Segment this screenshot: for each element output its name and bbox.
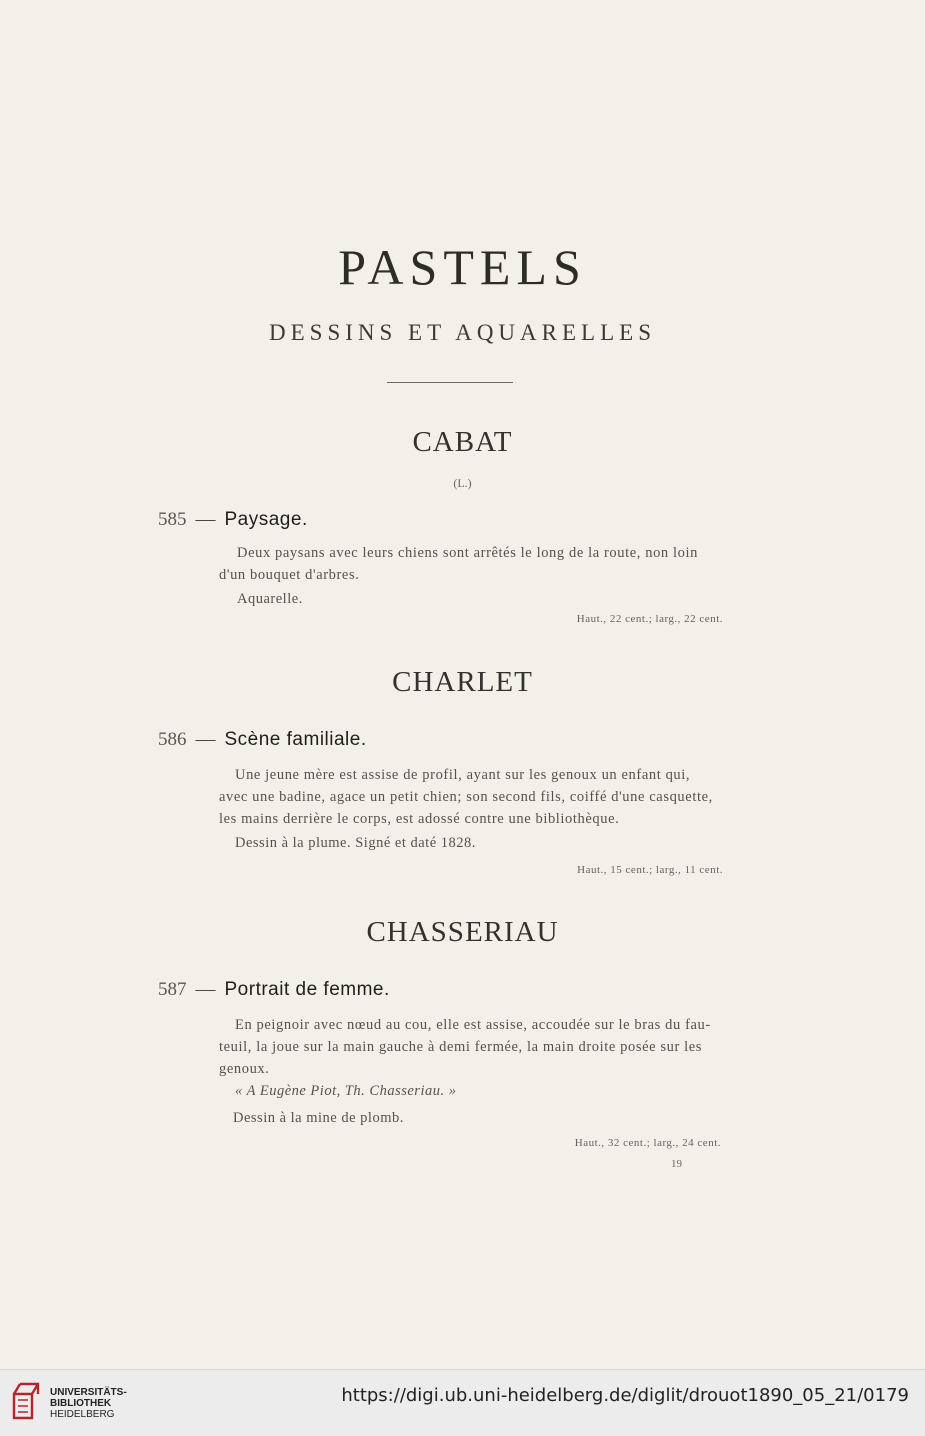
lot-dash: — [195, 978, 216, 1000]
lot-title: Portrait de femme. [224, 979, 390, 1000]
page-subtitle: DESSINS ET AQUARELLES [269, 320, 656, 345]
lot-number: 587 [158, 979, 187, 1000]
library-name-line: UNIVERSITÄTS- [50, 1387, 127, 1398]
lot-dimensions: Haut., 22 cent.; larg., 22 cent. [576, 613, 723, 625]
university-library-logo [10, 1380, 46, 1422]
page-number: 19 [671, 1158, 682, 1170]
description-line: Une jeune mère est assise de profil, ayant sur les genoux un enfant qui, [235, 767, 691, 783]
viewer-footer [0, 1369, 925, 1436]
lot-dimensions: Haut., 15 cent.; larg., 11 cent. [577, 864, 723, 876]
lot-heading-585 [158, 508, 308, 531]
description-line: Deux paysans avec leurs chiens sont arrêtés le long de la route, non loin [237, 545, 698, 561]
lot-title: Paysage. [224, 509, 308, 530]
artist-heading-charlet: CHARLET [392, 666, 533, 698]
description-line: teuil, la joue sur la main gauche à demi fermée, la main droite posée sur les [219, 1039, 703, 1055]
lot-medium: Dessin à la plume. Signé et daté 1828. [235, 835, 476, 851]
lot-title: Scène familiale. [224, 729, 367, 750]
description-line: avec une badine, agace un petit chien; son second fils, coiffé d'une casquette, [219, 789, 713, 805]
lot-description [219, 1014, 759, 1080]
library-name-line: BIBLIOTHEK [50, 1398, 112, 1409]
lot-number: 586 [158, 729, 187, 750]
lot-description [219, 764, 759, 830]
description-line: d'un bouquet d'arbres. [219, 567, 360, 583]
permalink-url[interactable]: https://digi.ub.uni-heidelberg.de/diglit/drouot1890_05_21/0179 [341, 1385, 909, 1406]
artist-heading-cabat: CABAT [412, 426, 513, 458]
lot-heading-587 [158, 978, 390, 1001]
description-line: En peignoir avec nœud au cou, elle est assise, accoudée sur le bras du fau- [235, 1017, 711, 1033]
title-divider [387, 382, 513, 383]
description-line: les mains derrière le corps, est adossé contre une bibliothèque. [219, 811, 620, 827]
lot-dash: — [195, 728, 216, 750]
lot-inscription: « A Eugène Piot, Th. Chasseriau. » [235, 1083, 457, 1099]
artist-initial: (L.) [453, 476, 472, 490]
lot-medium: Dessin à la mine de plomb. [233, 1110, 404, 1126]
lot-dash: — [195, 508, 216, 530]
page-title: PASTELS [338, 239, 587, 295]
lot-number: 585 [158, 509, 187, 530]
description-line: genoux. [219, 1061, 270, 1077]
lot-heading-586 [158, 728, 367, 751]
lot-dimensions: Haut., 32 cent.; larg., 24 cent. [574, 1137, 721, 1149]
library-name-line: HEIDELBERG [50, 1409, 115, 1420]
lot-description [219, 542, 751, 586]
lot-medium: Aquarelle. [237, 591, 303, 607]
library-name [50, 1387, 127, 1420]
artist-heading-chasseriau: CHASSERIAU [366, 916, 559, 948]
